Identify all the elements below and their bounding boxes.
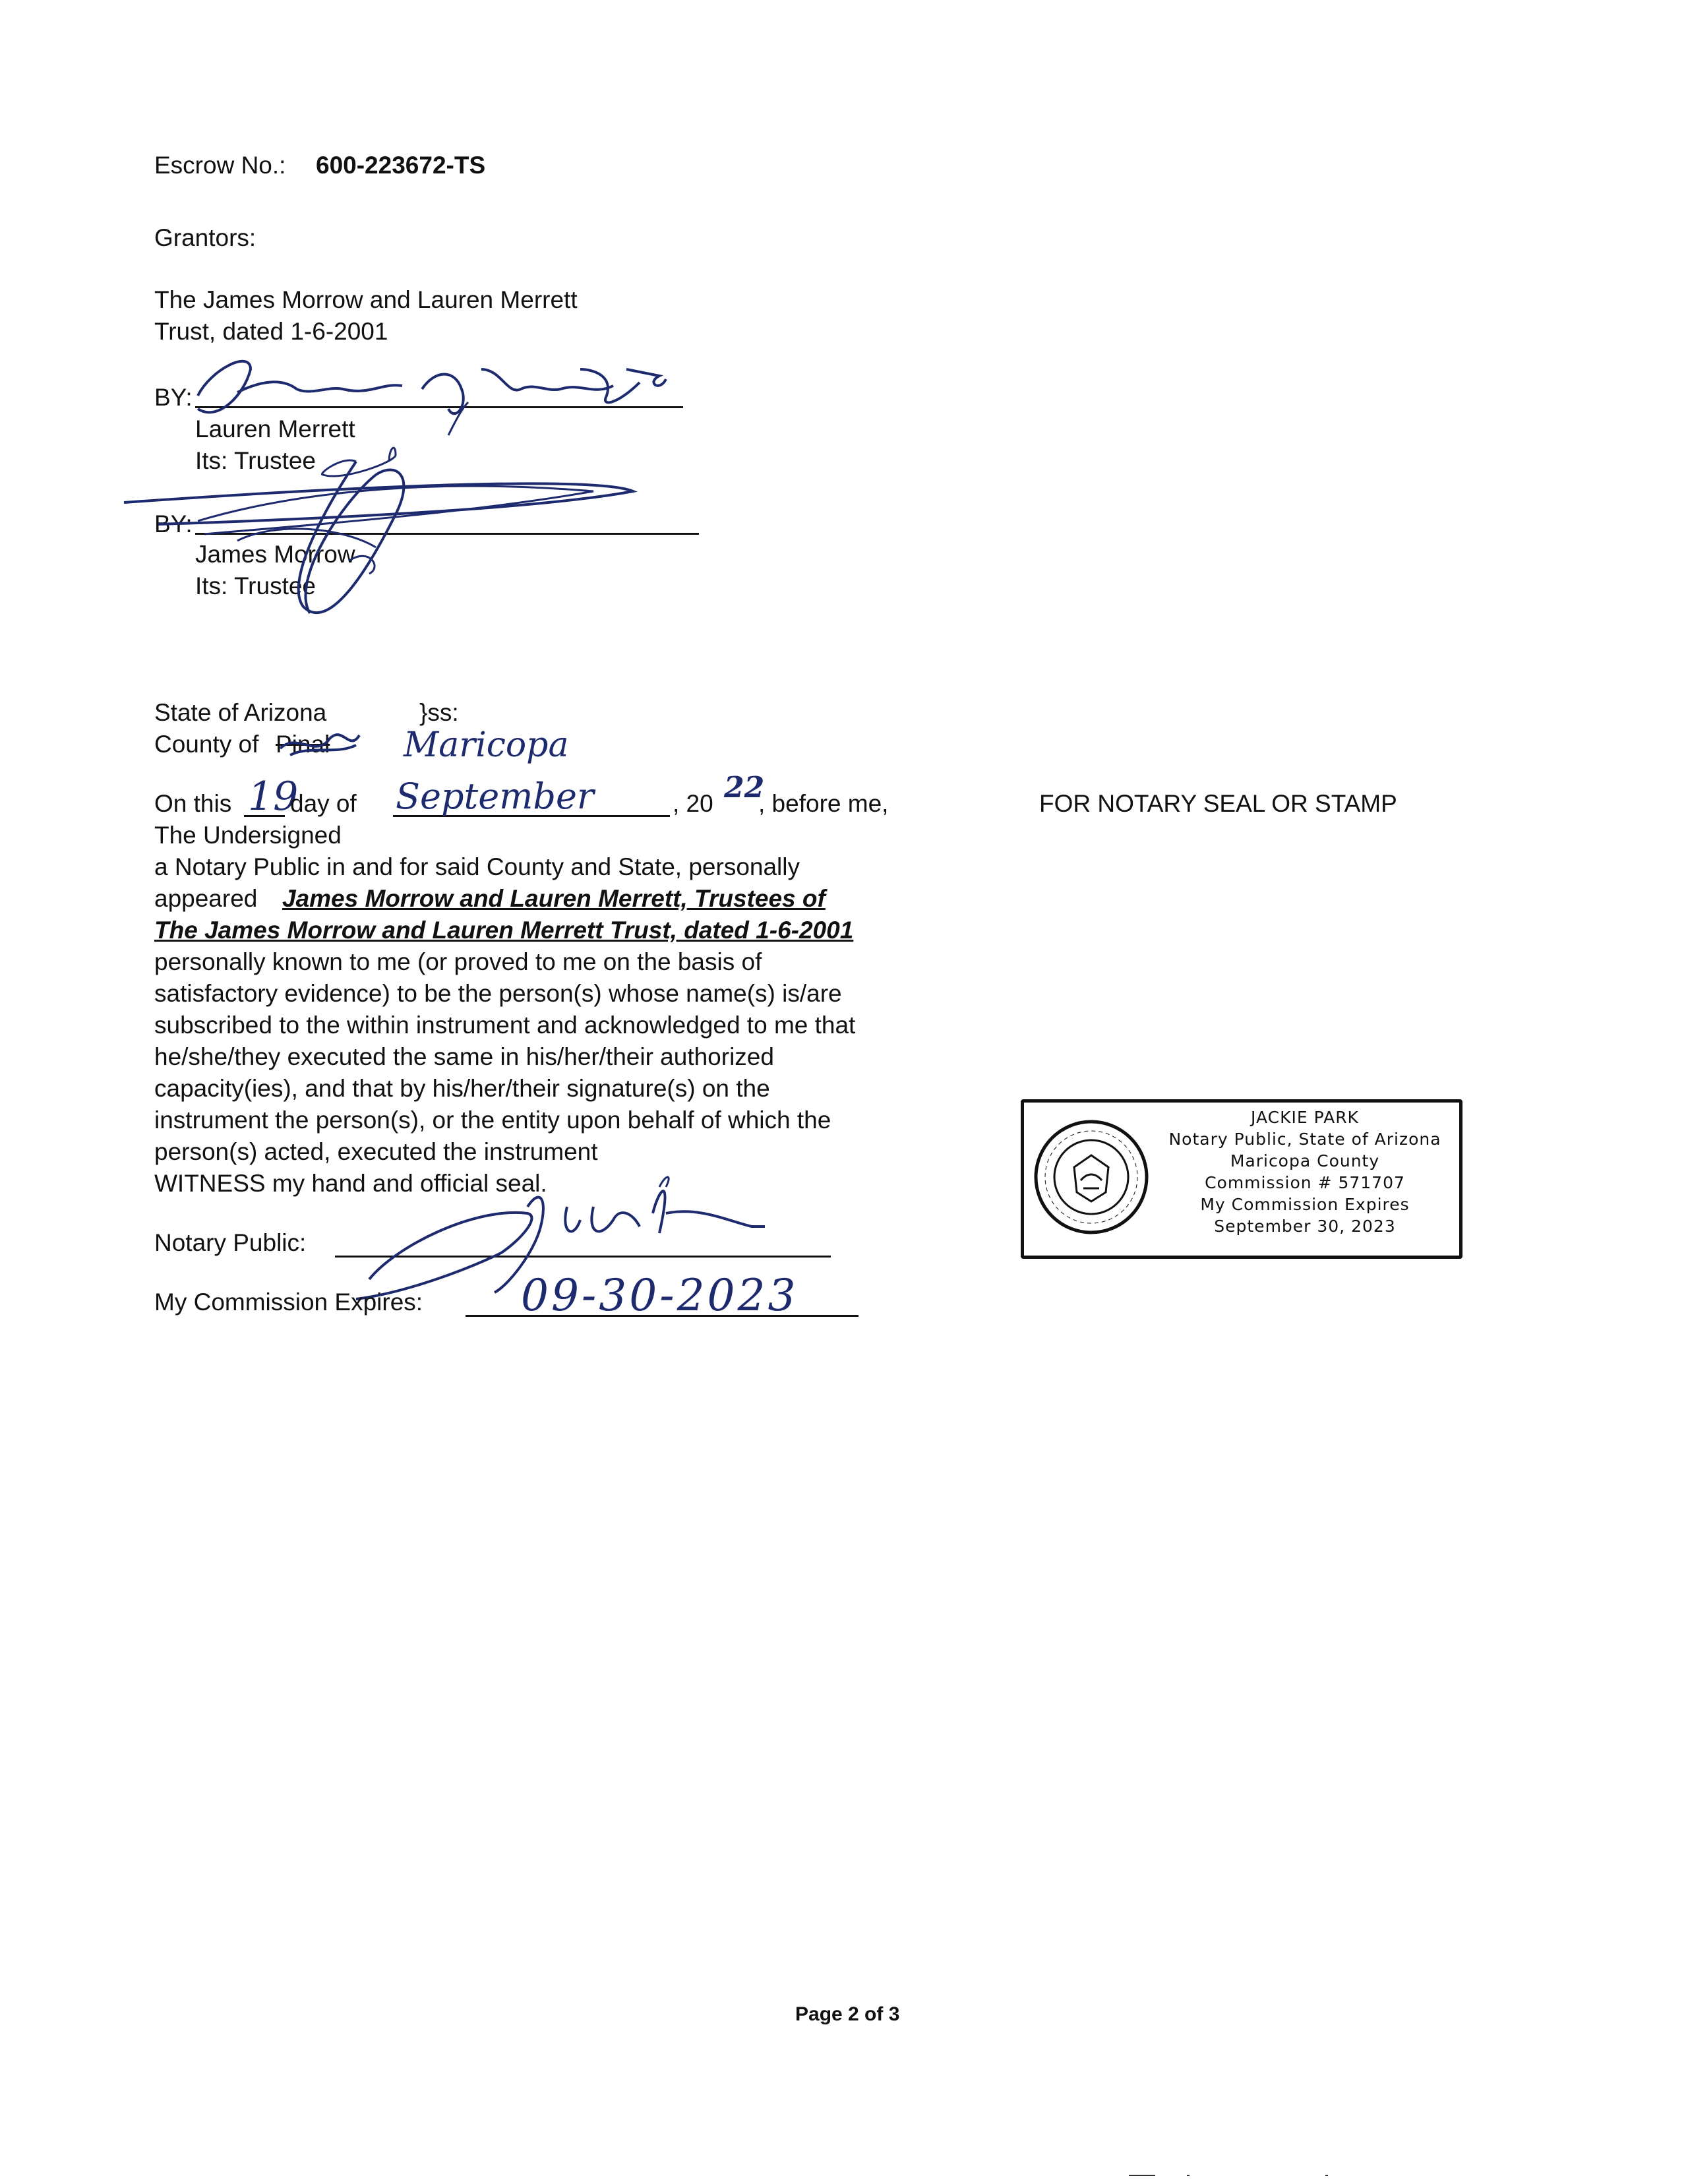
signer2-name: James Morrow xyxy=(195,541,355,568)
signer1-by-label: BY: xyxy=(154,384,193,411)
stamp-commission-number: Commission # 571707 xyxy=(1205,1173,1405,1192)
ack-body-line: he/she/they executed the same in his/her/their authorized xyxy=(154,1043,774,1070)
signer2-title: Its: Trustee xyxy=(195,572,316,599)
signer2-signature-line xyxy=(195,533,699,535)
venue-state: State of Arizona xyxy=(154,699,327,726)
ack-line3: a Notary Public in and for said County and State, personally xyxy=(154,853,800,880)
signer1-title: Its: Trustee xyxy=(195,447,316,474)
ack-witness-line: WITNESS my hand and official seal. xyxy=(154,1170,547,1197)
escrow-number: 600-223672-TS xyxy=(316,152,486,179)
venue-county-label: County of xyxy=(154,731,259,758)
ack-body-line: personally known to me (or proved to me on the basis of xyxy=(154,948,762,975)
notary-seal-label: FOR NOTARY SEAL OR STAMP xyxy=(1039,790,1397,817)
notary-signature-line xyxy=(335,1256,831,1258)
signer1-signature-line xyxy=(195,406,683,408)
arizona-state-seal-icon xyxy=(1032,1114,1151,1240)
county-strikeout-scribble xyxy=(277,725,363,765)
venue-ss: }ss: xyxy=(419,699,459,726)
venue-county-handwritten: Maricopa xyxy=(404,725,569,765)
grantors-heading: Grantors: xyxy=(154,224,256,251)
ack-appeared-label: appeared xyxy=(154,885,258,912)
ack-body-line: satisfactory evidence) to be the person(s) whose name(s) is/are xyxy=(154,980,842,1007)
ack-body-line: capacity(ies), and that by his/her/their signature(s) on the xyxy=(154,1075,770,1102)
commission-handwritten: 09-30-2023 xyxy=(521,1270,799,1321)
ack-year-prefix: , 20 xyxy=(673,790,713,817)
scan-artifact xyxy=(1187,2175,1190,2176)
signer1-name: Lauren Merrett xyxy=(195,415,355,442)
stamp-notary-title: Notary Public, State of Arizona xyxy=(1168,1130,1441,1149)
ack-appeared-name2: The James Morrow and Lauren Merrett Trust, dated 1-6-2001 xyxy=(154,917,854,944)
signer2-by-label: BY: xyxy=(154,510,193,537)
stamp-notary-name: JACKIE PARK xyxy=(1251,1108,1359,1127)
ack-before-me: , before me, xyxy=(758,790,889,817)
notary-public-label: Notary Public: xyxy=(154,1229,307,1256)
ack-month-handwritten: September xyxy=(396,775,594,817)
ack-undersigned: The Undersigned xyxy=(154,822,342,849)
stamp-expires-date: September 30, 2023 xyxy=(1214,1217,1396,1236)
venue-county-struck: Pinal xyxy=(276,731,330,758)
notary-stamp xyxy=(1021,1099,1462,1259)
escrow-label: Escrow No.: xyxy=(154,152,286,179)
stamp-county: Maricopa County xyxy=(1230,1151,1380,1170)
ack-appeared-name1: James Morrow and Lauren Merrett, Trustees of xyxy=(282,885,826,912)
page-number: Page 2 of 3 xyxy=(795,2003,900,2025)
stamp-expires-label: My Commission Expires xyxy=(1200,1195,1410,1214)
ack-body-line: subscribed to the within instrument and acknowledged to me that xyxy=(154,1012,856,1039)
trust-name-line2: Trust, dated 1-6-2001 xyxy=(154,318,388,345)
ack-day-of: day of xyxy=(290,790,357,817)
scan-artifact xyxy=(1325,2175,1328,2176)
ack-body-line: person(s) acted, executed the instrument xyxy=(154,1138,598,1165)
ack-year-handwritten: 22 xyxy=(724,771,765,804)
trust-name-line1: The James Morrow and Lauren Merrett xyxy=(154,286,578,313)
ack-day-handwritten: 19 xyxy=(248,774,299,820)
scan-artifact xyxy=(1129,2175,1155,2176)
ack-on-this: On this xyxy=(154,790,232,817)
ack-body-line: instrument the person(s), or the entity upon behalf of which the xyxy=(154,1107,831,1134)
commission-label: My Commission Expires: xyxy=(154,1289,423,1316)
